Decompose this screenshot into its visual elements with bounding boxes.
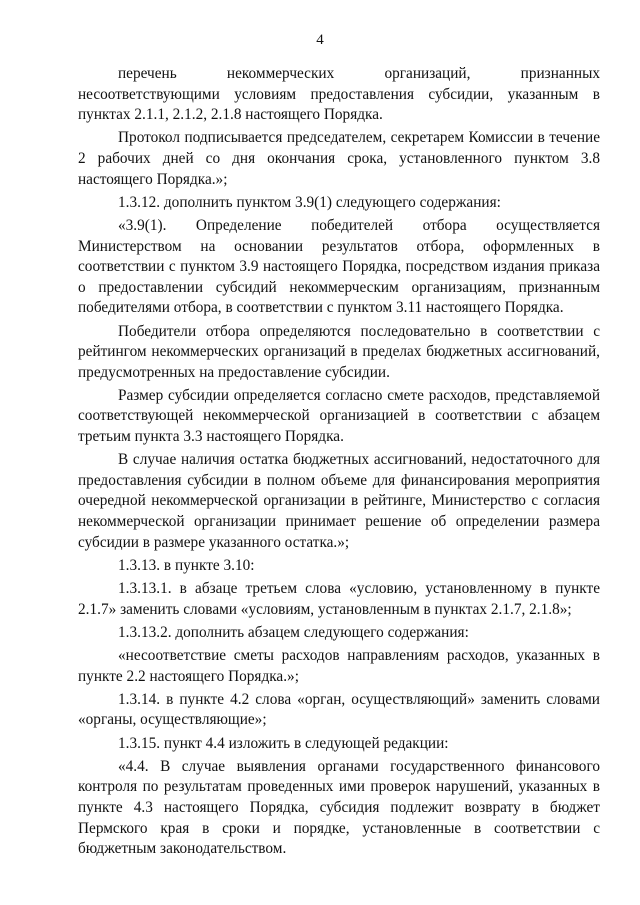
paragraph-item-1-3-14: 1.3.14. в пункте 4.2 слова «орган, осуществляющий» заменить словами «органы, осуществляющие»; <box>78 690 600 729</box>
paragraph-subsidy-amount: Размер субсидии определяется согласно смете расходов, представляемой соответствующей некоммерческой организацией в соответствии с абзацем третьим пункта 3.3 настоящего Порядка. <box>78 386 600 446</box>
paragraph-remaining-allocations: В случае наличия остатка бюджетных ассигнований, недостаточного для предоставления субсидии в полном объеме для финансирования мероприятия очередной некоммерческой организации в рейтинге, Министерство с согласия некоммерческой организации принимает решение об определении размера субсидии в размере указанного остатка.»; <box>78 451 600 551</box>
paragraph-estimate-mismatch: «несоответствие сметы расходов направлениям расходов, указанных в пункте 2.2 настоящего Порядка.»; <box>78 646 600 685</box>
paragraph-protocol-signing: Протокол подписывается председателем, секретарем Комиссии в течение 2 рабочих дней со дня окончания срока, установленного пунктом 3.8 настоящего Порядка.»; <box>78 129 600 188</box>
paragraph-item-4-4: «4.4. В случае выявления органами государственного финансового контроля по результатам проведенных ими проверок нарушений, указанных в пункте 4.3 настоящего Порядка, субсидия подлежит возврату в бюджет Пермского края в сроки и порядке, установленные в соответствии с бюджетным законодательством. <box>78 757 600 858</box>
page-number: 4 <box>316 32 324 48</box>
paragraph-organizations-list: перечень некоммерческих организаций, признанных несоответствующими условиям предоставления субсидии, указанным в пунктах 2.1.1, 2.1.2, 2.1.8 настоящего Порядка. <box>78 65 600 124</box>
paragraph-item-1-3-13-2: 1.3.13.2. дополнить абзацем следующего содержания: <box>118 623 469 641</box>
document-body <box>78 64 600 862</box>
paragraph-item-1-3-13: 1.3.13. в пункте 3.10: <box>118 556 255 574</box>
paragraph-item-1-3-12: 1.3.12. дополнить пунктом 3.9(1) следующего содержания: <box>118 193 501 211</box>
paragraph-winners-ranking: Победители отбора определяются последовательно в соответствии с рейтингом некоммерческих организаций в пределах бюджетных ассигнований, предусмотренных на предоставление субсидии. <box>78 322 600 381</box>
paragraph-item-1-3-13-1: 1.3.13.1. в абзаце третьем слова «условию, установленному в пункте 2.1.7» заменить словами «условиям, установленным в пунктах 2.1.7, 2.1.8»; <box>78 580 600 618</box>
paragraph-winners-determination: «3.9(1). Определение победителей отбора осуществляется Министерством на основании результатов отбора, оформленных в соответствии с пунктом 3.9 настоящего Порядка, посредством издания приказа о предоставлении субсидий некоммерческим организациям, признанным победителями отбора, в соответствии с пунктом 3.11 настоящего Порядка. <box>78 216 600 317</box>
paragraph-item-1-3-15: 1.3.15. пункт 4.4 изложить в следующей редакции: <box>118 734 449 752</box>
